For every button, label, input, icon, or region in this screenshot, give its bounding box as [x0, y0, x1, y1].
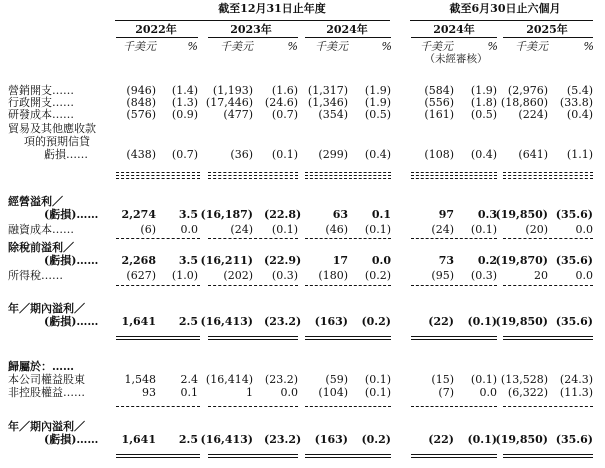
unaudited-note: （未經審核） — [424, 53, 488, 65]
rule — [411, 406, 497, 407]
rule — [116, 238, 200, 239]
rule — [503, 238, 593, 239]
cell-value: (0.5) — [470, 108, 497, 121]
cell-value: (299) — [318, 148, 348, 161]
half-year-2024: 2024年 — [433, 23, 475, 36]
cell-value: (6) — [140, 223, 156, 236]
cell-value: (477) — [223, 108, 253, 121]
row-label: 虧損…… — [44, 148, 88, 161]
cell-value: (0.1) — [470, 373, 497, 386]
rule — [116, 406, 200, 407]
cell-value: (22.8) — [264, 208, 302, 221]
cell-value: (180) — [318, 269, 348, 282]
cell-value: (1.1) — [566, 148, 593, 161]
cell-value: 0.0 — [575, 223, 593, 236]
cell-value: (24.6) — [264, 96, 298, 109]
cell-value: 1,641 — [121, 433, 156, 446]
cell-value: (16,413) — [200, 433, 253, 446]
unit-2023: 千美元 — [220, 40, 253, 53]
rule — [116, 172, 200, 173]
cell-value: (46) — [325, 223, 348, 236]
row-label: 非控股權益…… — [8, 386, 85, 399]
cell-value: (1.0) — [171, 269, 198, 282]
cell-value: (104) — [318, 386, 348, 399]
cell-value: (2,976) — [507, 84, 548, 97]
rule — [305, 285, 391, 286]
cell-value: 73 — [438, 254, 454, 267]
unit-2022: 千美元 — [123, 40, 156, 53]
cell-value: (22) — [428, 315, 454, 328]
cell-value: (0.1) — [364, 386, 391, 399]
rule — [411, 172, 497, 173]
cell-value: (0.4) — [470, 148, 497, 161]
row-label: 本公司權益股東 — [8, 373, 85, 386]
cell-value: (6,322) — [507, 386, 548, 399]
pct-2022: % — [187, 40, 198, 53]
cell-value: (23.2) — [264, 433, 302, 446]
cell-value: (0.4) — [364, 148, 391, 161]
half-year-2025: 2025年 — [526, 23, 568, 36]
cell-value: (22.9) — [264, 254, 302, 267]
cell-value: (0.4) — [566, 108, 593, 121]
rule — [411, 238, 497, 239]
cell-value: 17 — [332, 254, 348, 267]
cell-value: (16,187) — [200, 208, 253, 221]
cell-value: 93 — [142, 386, 156, 399]
rule — [503, 454, 593, 458]
cell-value: (161) — [424, 108, 454, 121]
row-label: (虧損)…… — [44, 254, 99, 267]
rule — [503, 285, 593, 286]
cell-value: (224) — [518, 108, 548, 121]
cell-value: (19,850) — [495, 433, 548, 446]
half-rule-2024 — [411, 37, 497, 38]
cell-value: (36) — [230, 148, 253, 161]
cell-value: 20 — [534, 269, 548, 282]
cell-value: (576) — [126, 108, 156, 121]
pct-h2024: % — [487, 40, 498, 53]
rule — [208, 336, 298, 340]
cell-value: (0.1) — [470, 223, 497, 236]
cell-value: (35.6) — [555, 433, 593, 446]
year-rule-2022 — [116, 37, 198, 38]
cell-value: (20) — [525, 223, 548, 236]
cell-value: (0.7) — [171, 148, 198, 161]
row-label: 經營溢利／ — [8, 195, 63, 208]
cell-value: (35.6) — [555, 315, 593, 328]
rule — [411, 175, 497, 179]
cell-value: (95) — [431, 269, 454, 282]
cell-value: (0.1) — [364, 373, 391, 386]
rule — [208, 406, 298, 407]
cell-value: (0.3) — [271, 269, 298, 282]
cell-value: (19,850) — [495, 208, 548, 221]
cell-value: (1,317) — [307, 84, 348, 97]
cell-value: (24) — [230, 223, 253, 236]
period-half-rule — [410, 20, 593, 21]
cell-value: (24) — [431, 223, 454, 236]
cell-value: (848) — [126, 96, 156, 109]
rule — [503, 175, 593, 179]
cell-value: (35.6) — [555, 208, 593, 221]
cell-value: (0.1) — [271, 148, 298, 161]
cell-value: 3.5 — [178, 208, 198, 221]
cell-value: (7) — [438, 386, 454, 399]
cell-value: 0.1 — [180, 386, 198, 399]
cell-value: (18,860) — [500, 96, 548, 109]
rule — [208, 454, 298, 458]
row-label: 行政開支…… — [8, 96, 74, 109]
cell-value: (0.2) — [364, 269, 391, 282]
cell-value: (0.9) — [171, 108, 198, 121]
cell-value: (1,193) — [212, 84, 253, 97]
rule — [305, 336, 391, 340]
rule — [208, 175, 298, 179]
cell-value: (0.1) — [364, 223, 391, 236]
cell-value: (5.4) — [566, 84, 593, 97]
cell-value: (19,870) — [495, 254, 548, 267]
row-label: 所得稅…… — [8, 269, 63, 282]
unit-h2024: 千美元 — [420, 40, 453, 53]
rule — [411, 336, 497, 340]
pct-2023: % — [287, 40, 298, 53]
row-label: 融資成本…… — [8, 223, 74, 236]
cell-value: 0.0 — [180, 223, 198, 236]
cell-value: 0.0 — [371, 254, 391, 267]
cell-value: (1.9) — [364, 96, 391, 109]
cell-value: 0.0 — [479, 386, 497, 399]
cell-value: (584) — [424, 84, 454, 97]
cell-value: (1,346) — [307, 96, 348, 109]
year-rule-2024 — [305, 37, 391, 38]
cell-value: 3.5 — [178, 254, 198, 267]
cell-value: (33.8) — [559, 96, 593, 109]
rule — [411, 454, 497, 458]
cell-value: (1.6) — [271, 84, 298, 97]
cell-value: (16,413) — [200, 315, 253, 328]
cell-value: (946) — [126, 84, 156, 97]
rule — [305, 238, 391, 239]
cell-value: (0.7) — [271, 108, 298, 121]
cell-value: (24.3) — [559, 373, 593, 386]
cell-value: (0.2) — [361, 315, 391, 328]
rule — [503, 172, 593, 173]
cell-value: 2.4 — [180, 373, 198, 386]
row-label: 營銷開支…… — [8, 84, 74, 97]
pct-2024: % — [381, 40, 392, 53]
cell-value: (19,850) — [495, 315, 548, 328]
cell-value: 2,268 — [121, 254, 156, 267]
cell-value: 1,548 — [124, 373, 156, 386]
cell-value: (23.2) — [264, 373, 298, 386]
cell-value: 2.5 — [178, 433, 198, 446]
cell-value: (1.9) — [470, 84, 497, 97]
cell-value: 63 — [332, 208, 348, 221]
cell-value: (438) — [126, 148, 156, 161]
row-label: 研發成本…… — [8, 108, 74, 121]
cell-value: (641) — [518, 148, 548, 161]
rule — [411, 285, 497, 286]
row-label: (虧損)…… — [44, 433, 99, 446]
rule — [305, 175, 391, 179]
cell-value: (202) — [223, 269, 253, 282]
year-2024: 2024年 — [326, 23, 368, 36]
row-label: 項的預期信貸 — [24, 135, 90, 148]
cell-value: (59) — [325, 373, 348, 386]
pct-h2025: % — [583, 40, 594, 53]
cell-value: (108) — [424, 148, 454, 161]
cell-value: 1 — [246, 386, 253, 399]
row-label: (虧損)…… — [44, 315, 99, 328]
cell-value: (163) — [314, 433, 348, 446]
cell-value: (22) — [428, 433, 454, 446]
period-half-heading: 截至6月30日止六個月 — [449, 2, 561, 15]
cell-value: (11.3) — [559, 386, 593, 399]
cell-value: 1,641 — [121, 315, 156, 328]
cell-value: (627) — [126, 269, 156, 282]
rule — [305, 172, 391, 173]
rule — [116, 454, 200, 458]
year-rule-2023 — [208, 37, 298, 38]
cell-value: (1.9) — [364, 84, 391, 97]
half-rule-2025 — [503, 37, 593, 38]
cell-value: 0.3 — [477, 208, 497, 221]
cell-value: (0.1) — [467, 315, 497, 328]
year-2023: 2023年 — [230, 23, 272, 36]
cell-value: (1.8) — [470, 96, 497, 109]
cell-value: (17,446) — [205, 96, 253, 109]
cell-value: (0.5) — [364, 108, 391, 121]
cell-value: 97 — [438, 208, 454, 221]
row-label: 歸屬於：…… — [8, 360, 74, 373]
cell-value: (0.1) — [467, 433, 497, 446]
rule — [503, 406, 593, 407]
cell-value: (1.3) — [171, 96, 198, 109]
row-label: (虧損)…… — [44, 208, 99, 221]
row-label: 年／期內溢利／ — [8, 420, 85, 433]
cell-value: 0.0 — [280, 386, 298, 399]
rule — [208, 238, 298, 239]
row-label: 年／期內溢利／ — [8, 302, 85, 315]
cell-value: (0.3) — [470, 269, 497, 282]
cell-value: 2,274 — [121, 208, 156, 221]
cell-value: (556) — [424, 96, 454, 109]
year-2022: 2022年 — [135, 23, 177, 36]
rule — [116, 285, 200, 286]
cell-value: (35.6) — [555, 254, 593, 267]
cell-value: (163) — [314, 315, 348, 328]
cell-value: (16,211) — [200, 254, 253, 267]
cell-value: 2.5 — [178, 315, 198, 328]
rule — [208, 285, 298, 286]
rule — [116, 336, 200, 340]
rule — [305, 454, 391, 458]
period-year-heading: 截至12月31日止年度 — [218, 2, 326, 15]
cell-value: (13,528) — [500, 373, 548, 386]
cell-value: 0.2 — [477, 254, 497, 267]
rule — [503, 336, 593, 340]
row-label: 除稅前溢利／ — [8, 241, 74, 254]
rule — [116, 175, 200, 179]
cell-value: (16,414) — [205, 373, 253, 386]
cell-value: (15) — [431, 373, 454, 386]
cell-value: (1.4) — [171, 84, 198, 97]
rule — [305, 406, 391, 407]
cell-value: (0.2) — [361, 433, 391, 446]
cell-value: 0.1 — [371, 208, 391, 221]
unit-2024: 千美元 — [315, 40, 348, 53]
row-label: 貿易及其他應收款 — [8, 122, 96, 135]
cell-value: (23.2) — [264, 315, 302, 328]
rule — [208, 172, 298, 173]
cell-value: 0.0 — [575, 269, 593, 282]
cell-value: (0.1) — [271, 223, 298, 236]
unit-h2025: 千美元 — [515, 40, 548, 53]
cell-value: (354) — [318, 108, 348, 121]
period-year-rule — [115, 20, 390, 21]
